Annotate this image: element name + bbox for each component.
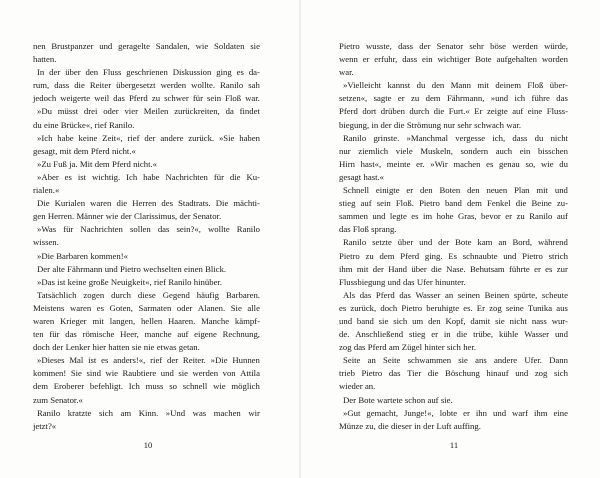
text-line: »Dieses Mal ist es anders!«, rief der Reiter. »Die Hunnen xyxy=(37,355,260,366)
text-line: »Du müsst drei oder vier Meilen zurückreiten, da findet xyxy=(37,106,260,117)
text-line: rum, dass die Reiter übergesetzt werden wollte. Ranilo sah xyxy=(33,80,260,91)
text-line: doch der Lenker hier hatten sie nie etwas getan. xyxy=(33,342,200,353)
text-line: jetzt?« xyxy=(33,420,57,431)
text-line: wissen. xyxy=(33,237,59,248)
text-line: du eine Brücke«, rief Ranilo. xyxy=(33,119,135,130)
text-line: In der über den Fluss geschrienen Diskussion ging es da- xyxy=(37,67,260,78)
text-line: Ranilo kratzte sich am Kinn. »Und was machen wir xyxy=(37,407,260,418)
text-line: wenn er erfuhr, dass ein wichtiger Bote aufgehalten worden xyxy=(339,54,568,65)
text-line: »Die Barbaren kommen!« xyxy=(37,250,128,261)
text-line: Als das Pferd das Wasser an seinen Beinen spürte, scheute xyxy=(343,289,568,300)
text-line: gesagt hast.« xyxy=(339,171,385,182)
text-line: jedoch weigerte weil das Pferd zu schwer für sein Floß war. xyxy=(33,93,260,104)
text-line: Der alte Fährmann und Pietro wechselten einen Blick. xyxy=(37,263,227,274)
text-line: de. Anschließend stieg er in die trübe, kühle Wasser und xyxy=(339,329,568,340)
text-line: Der Bote wartete schon auf sie. xyxy=(343,394,453,405)
text-line: Ranilo setzte über und der Bote kam an Bord, während xyxy=(343,237,568,248)
text-line: Hirn hast«, meinte er. »Wir machen es genau so, wie du xyxy=(339,158,568,169)
text-line: ihm mit der Hand über die Nase. Behutsam führte er es zur xyxy=(339,263,568,274)
text-line: Pferd dort drüben durch die Furt.« Er zeigte auf eine Fluss- xyxy=(339,106,568,117)
text-line: Die Kurialen waren die Herren des Stadtrats. Die mächti- xyxy=(37,198,260,209)
text-line: »Vielleicht kannst du den Mann mit deinem Floß über- xyxy=(343,80,568,91)
text-line: nur ziemlich viele Muskeln, sondern auch ein bisschen xyxy=(339,145,568,156)
text-line: Tatsächlich zogen durch diese Gegend häufig Barbaren. xyxy=(37,289,260,300)
page-number-right: 11 xyxy=(449,440,459,450)
text-line: Meistens waren es Goten, Sarmaten oder Alanen. Sie alle xyxy=(33,302,260,313)
text-line: rialen.« xyxy=(33,185,60,196)
text-line: das Floß sprang. xyxy=(339,224,397,235)
page-number-left: 10 xyxy=(143,440,153,450)
text-line: gen Herren. Männer wie der Clarissimus, der Senator. xyxy=(33,211,222,222)
text-line: ten für das römische Heer, manche auf eigene Rechnung, xyxy=(33,329,260,340)
text-line: »Was für Nachrichten sollen das sein?«, wollte Ranilo xyxy=(37,224,260,235)
text-line: und band sie sich um den Kopf, damit sie nicht nass wur- xyxy=(339,315,568,326)
text-line: Ranilo grinste. »Manchmal vergesse ich, dass du nicht xyxy=(343,132,568,143)
text-line: es zurück, doch Pietro beruhigte es. Er zog seine Tunika aus xyxy=(339,302,568,313)
text-line: dem Eroberer befehligt. Ich muss so schnell wie möglich xyxy=(33,381,260,392)
left-page xyxy=(33,40,260,433)
text-line: Pietro zu dem Pferd ging. Es schnaubte und Pietro strich xyxy=(339,250,568,261)
text-line: »Ich habe keine Zeit«, rief der andere zurück. »Sie haben xyxy=(37,132,260,143)
text-line: Flussbiegung und das Ufer hinunter. xyxy=(339,276,466,287)
book-gutter xyxy=(299,0,301,478)
text-line: »Das ist keine große Neuigkeit«, rief Ranilo hinüber. xyxy=(37,276,223,287)
text-line: »Aber es ist wichtig. Ich habe Nachrichten für die Ku- xyxy=(37,171,260,182)
text-line: nen Brustpanzer und geragelte Sandalen, wie Soldaten sie xyxy=(33,41,260,51)
text-line: Münze zu, die dieser in der Luft auffing. xyxy=(339,420,481,431)
text-line: Seite an Seite schwammen sie ans andere Ufer. Dann xyxy=(343,355,568,366)
text-line: Schnell einigte er den Boten den neuen Plan mit und xyxy=(343,185,568,196)
text-line: war. xyxy=(339,67,354,78)
text-line: trieb Pietro das Tier die Böschung hinauf und zog sich xyxy=(339,368,568,379)
text-line: zum Senator.« xyxy=(33,394,83,405)
text-line: gesagt, mit dem Pferd nicht.« xyxy=(33,145,136,156)
text-line: biegung, in der die Strömung nur sehr schwach war. xyxy=(339,119,522,130)
text-line: »Gut gemacht, Junge!«, lobte er ihn und warf ihm eine xyxy=(343,407,568,418)
text-line: hatten. xyxy=(33,54,57,65)
text-line: Pietro wusste, dass der Senator sehr böse werden würde, xyxy=(339,41,568,51)
text-line: »Zu Fuß ja. Mit dem Pferd nicht.« xyxy=(37,158,158,169)
text-line: waren Krieger mit langen, hellen Haaren. Manche kämpf- xyxy=(33,315,260,326)
right-page xyxy=(339,40,568,433)
text-line: kommen! Sie sind wie Raubtiere und sie werden von Attila xyxy=(33,368,260,379)
text-line: zog das Pferd am Zügel hinter sich her. xyxy=(339,342,476,353)
text-line: sammen und legte es im hohe Gras, bevor er zu Ranilo auf xyxy=(339,211,568,222)
text-line: wieder an. xyxy=(339,381,376,392)
text-line: stieg auf sein Floß. Pietro band dem Fenkel die Beine zu- xyxy=(339,198,568,209)
text-line: setzen«, sagte er zu dem Fährmann, »und ich führe das xyxy=(339,93,568,104)
